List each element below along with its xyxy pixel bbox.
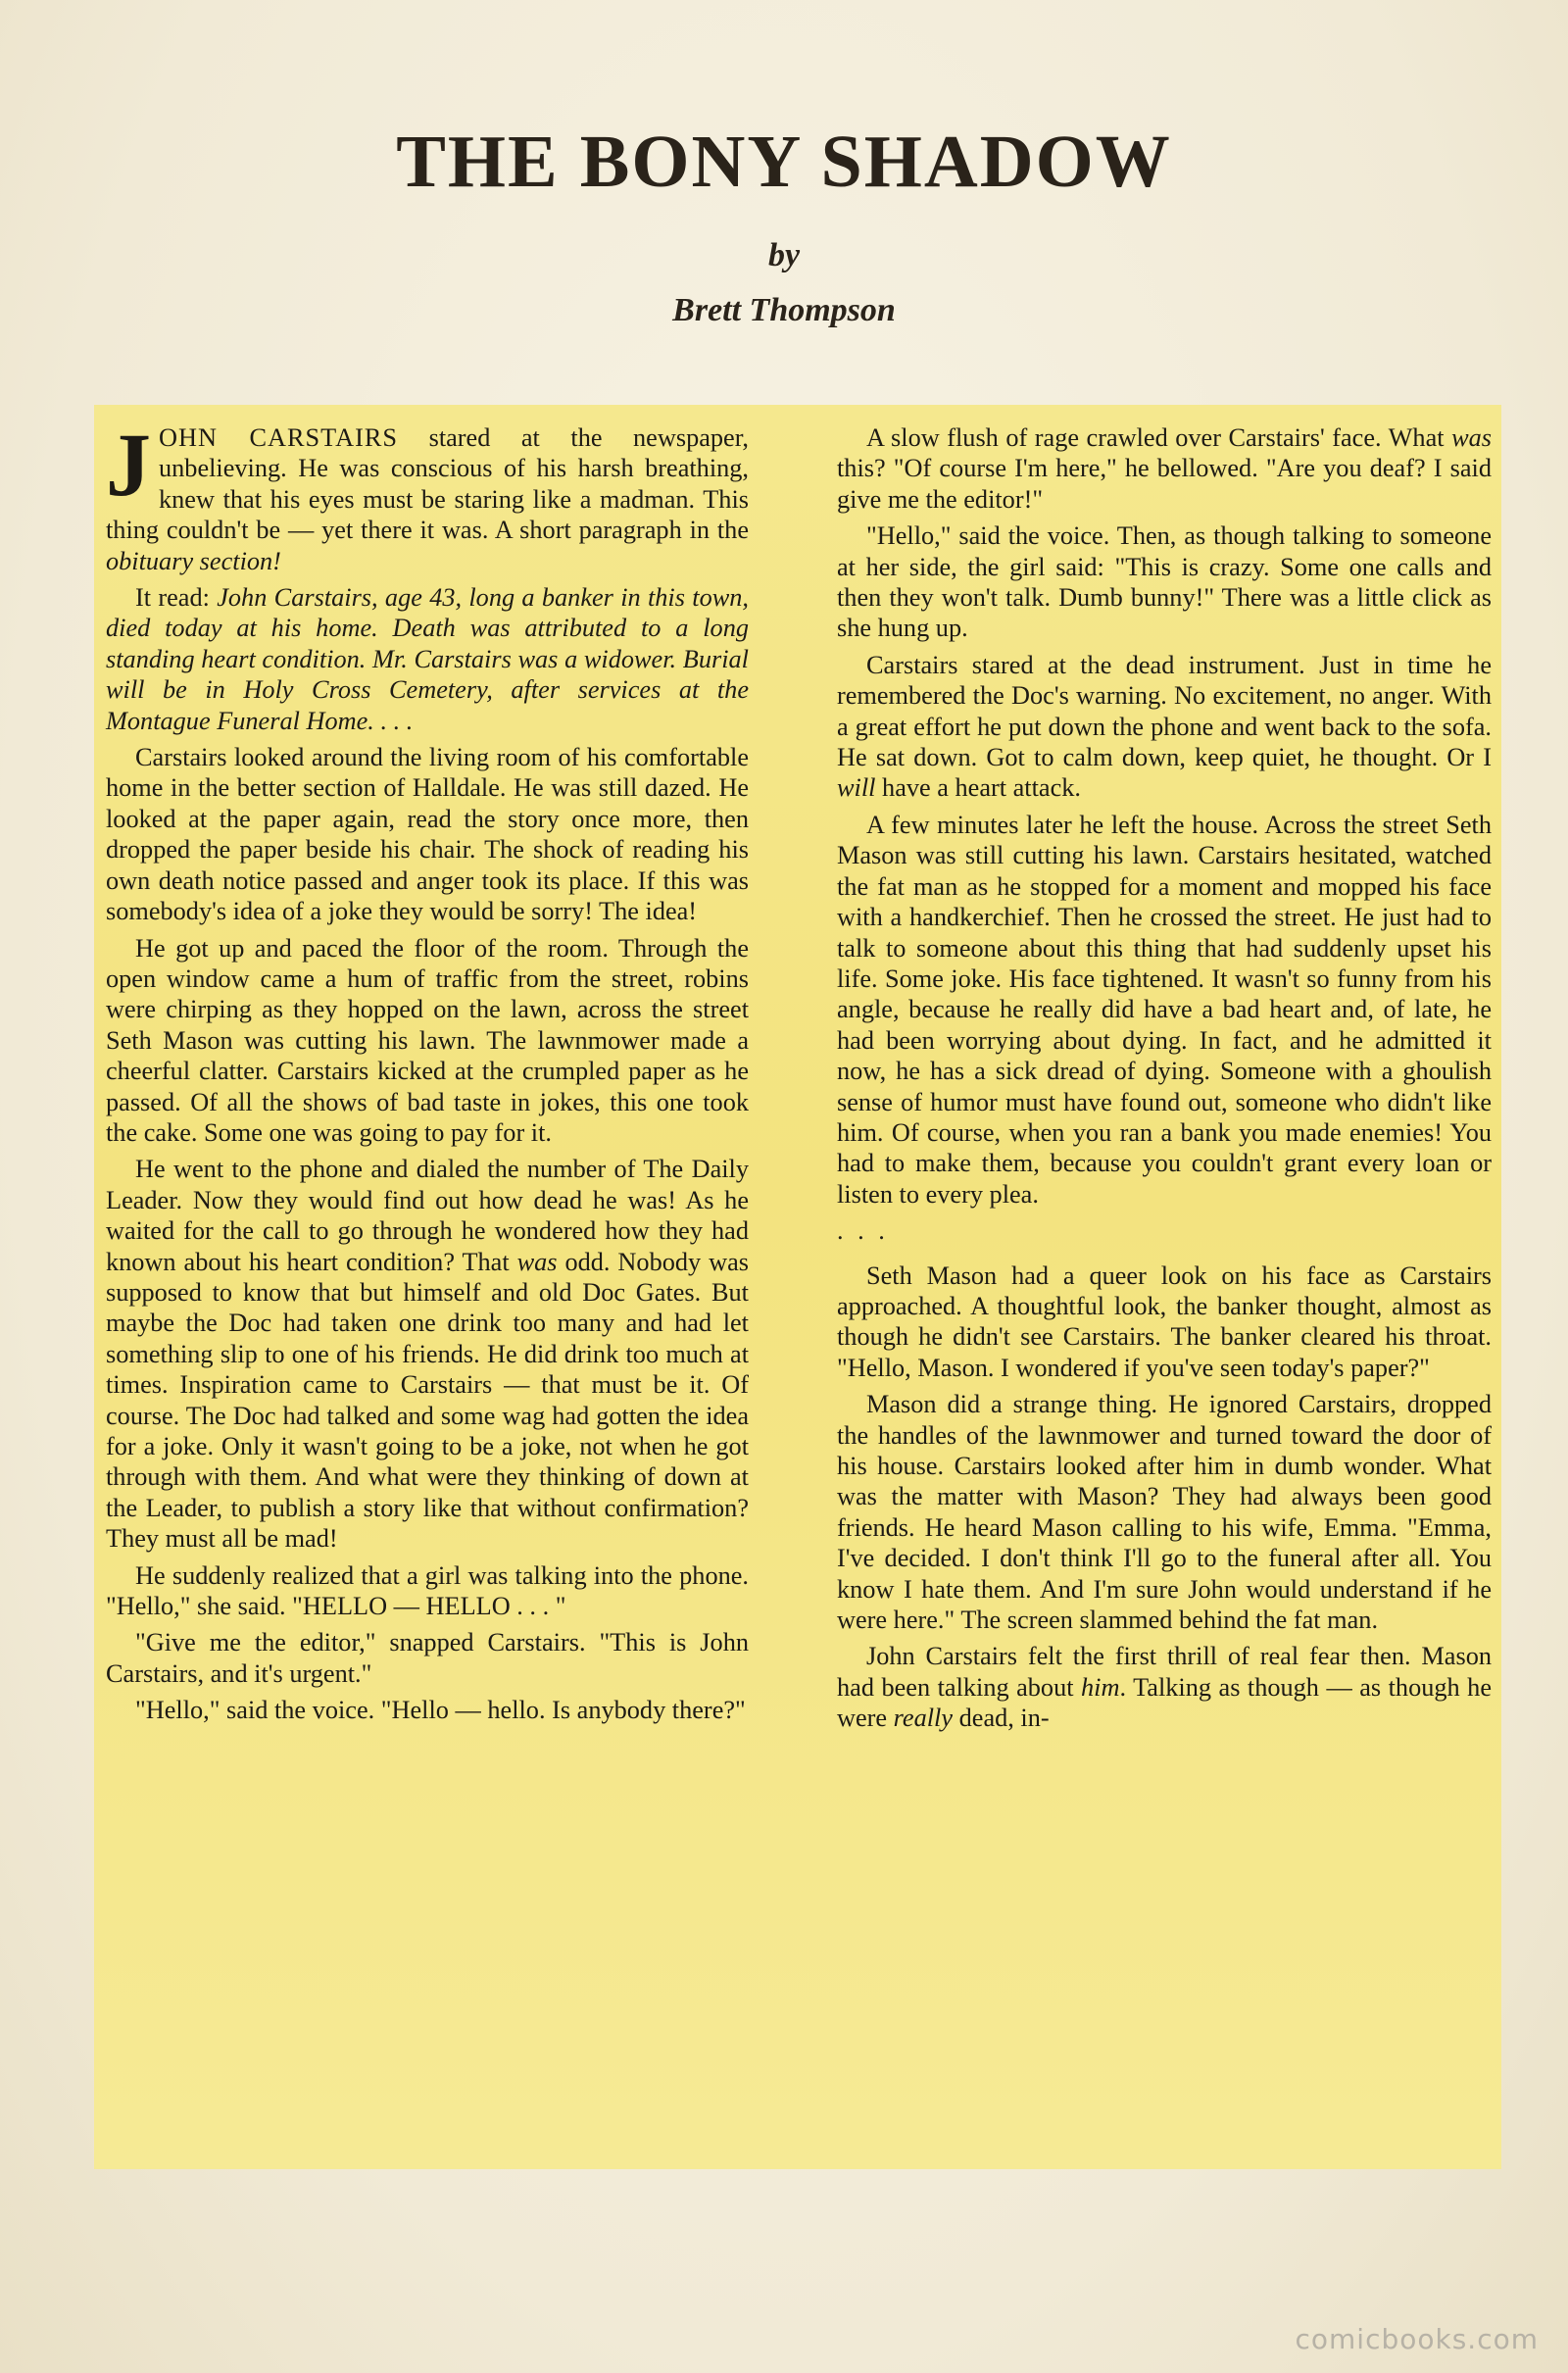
site-watermark: comicbooks.com <box>1295 2323 1539 2355</box>
paragraph-text: Carstairs stared at the dead instrument. Just in time he remembered the Doc's warning. No excitement, no anger. With a great effort he put down the phone and went back to the sofa. He sat down. Got to calm down, keep quiet, he thought. Or I <box>837 650 1492 772</box>
paragraph-text: It read: <box>135 583 218 613</box>
paragraph: He suddenly realized that a girl was talking into the phone. "Hello," she said. "HELLO — HELLO . . . " <box>106 1560 749 1621</box>
italic-text: him <box>1081 1672 1120 1702</box>
paragraph-text: odd. Nobody was supposed to know that but himself and old Doc Gates. But maybe the Doc had taken one drink too many and had let something slip to one of his friends. He did drink too much at times. Inspiration came to Carstairs — that must be it. Of course. The Doc had talked and some wag had gotten the idea for a joke. Only it wasn't going to be a joke, not when he got through with them. And what were they thinking of down at the Leader, to publish a story like that without confirmation? They must all be mad! <box>106 1247 749 1554</box>
paragraph-text: this? "Of course I'm here," he bellowed. "Are you deaf? I said give me the editor!" <box>837 454 1492 514</box>
byline-by: by <box>767 237 801 273</box>
italic-text: was <box>516 1247 558 1276</box>
paragraph: "Hello," said the voice. Then, as though talking to someone at her side, the girl said: "This is crazy. Some one calls and then they won't talk. Dumb bunny!" There was a little click as she hung up. <box>837 521 1492 643</box>
paragraph-text: have a heart attack. <box>875 773 1081 803</box>
right-column <box>825 405 1501 2169</box>
paragraph-text: stared at the newspaper, unbelieving. He was conscious of his harsh breathing, knew that his eyes must be staring like a madman. This thing couldn't be — yet there it was. A short paragraph in the <box>106 423 749 545</box>
opening-words: OHN CARSTAIRS <box>159 423 399 452</box>
paragraph <box>837 1641 1492 1733</box>
story-title: THE BONY SHADOW <box>396 121 1172 203</box>
italic-text: really <box>893 1704 954 1733</box>
italic-text: was <box>1451 423 1492 452</box>
paragraph: He got up and paced the floor of the room. Through the open window came a hum of traffic from the street, robins were chirping as they hopped on the lawn, across the street Seth Mason was cutting his lawn. The lawnmower made a cheerful clatter. Carstairs kicked at the crumpled paper as he passed. Of all the shows of bad taste in jokes, this one took the cake. Some one was going to pay for it. <box>106 933 749 1147</box>
paragraph <box>106 1154 749 1554</box>
paragraph: Carstairs looked around the living room of his comfortable home in the better section of Halldale. He was still dazed. He looked at the paper again, read the story once more, then dropped the paper beside his chair. The shock of reading his own death notice passed and anger took its place. If this was somebody's idea of a joke they would be sorry! The idea! <box>106 743 749 926</box>
story-columns <box>94 405 1501 2169</box>
paragraph: Seth Mason had a queer look on his face as Carstairs approached. A thoughtful look, the banker thought, almost as though he didn't see Carstairs. The banker cleared his throat. "Hello, Mason. I wondered if you've seen today's paper?" <box>837 1261 1492 1382</box>
paragraph <box>837 422 1492 515</box>
paragraph-text: John Carstairs felt the first thrill of real fear then. Mason had been talking about <box>837 1642 1492 1702</box>
paragraph <box>106 582 749 736</box>
drop-cap: J <box>106 415 151 515</box>
paragraph: Mason did a strange thing. He ignored Carstairs, dropped the handles of the lawnmower and turned toward the door of his house. Carstairs looked after him in dumb wonder. What was the matter with Mason? They had always been good friends. He heard Mason calling to his wife, Emma. "Emma, I've decided. I don't think I'll go to the funeral after all. You know I hate them. And I'm sure John would understand if he were here." The screen slammed behind the fat man. <box>837 1390 1492 1635</box>
left-column <box>94 405 770 2169</box>
paragraph: "Give me the editor," snapped Carstairs. "This is John Carstairs, and it's urgent." <box>106 1628 749 1688</box>
paragraph <box>106 415 749 576</box>
italic-text: obituary section! <box>106 546 281 575</box>
obituary-text: John Carstairs, age 43, long a banker in this town, died today at his home. Death was attributed to a long standing heart condition. Mr. Carstairs was a widower. Burial will be in Holy Cross Cemetery, after services at the Montague Funeral Home. . . . <box>106 583 749 735</box>
section-break: . . . <box>837 1216 889 1246</box>
paragraph-text: dead, in- <box>953 1704 1050 1733</box>
paragraph-text: . Talking as though — as though he were <box>837 1672 1492 1733</box>
paragraph <box>837 650 1492 804</box>
paragraph-text: He went to the phone and dialed the number of The Daily Leader. Now they would find out how dead he was! As he waited for the call to go through he wondered how they had known about his heart condition? That <box>106 1155 749 1276</box>
italic-text: will <box>837 773 876 803</box>
paragraph-text: A slow flush of rage crawled over Carstairs' face. What <box>866 423 1452 452</box>
paragraph: "Hello," said the voice. "Hello — hello. Is anybody there?" <box>135 1696 746 1725</box>
paragraph: A few minutes later he left the house. Across the street Seth Mason was still cutting his lawn. Carstairs hesitated, watched the fat man as he stopped for a moment and mopped his face with a handkerchief. Then he crossed the street. He just had to talk to someone about this thing that had suddenly upset his life. Some joke. His face tightened. It wasn't so funny from his angle, because he really did have a bad heart and, of late, he had been worrying about dying. In fact, and he admitted it now, he has a sick dread of dying. Someone with a ghoulish sense of humor must have found out, someone who didn't like him. Of course, when you ran a bank you made enemies! You had to make them, because you couldn't grant every loan or listen to every plea. <box>837 810 1492 1209</box>
byline-author: Brett Thompson <box>672 292 896 328</box>
